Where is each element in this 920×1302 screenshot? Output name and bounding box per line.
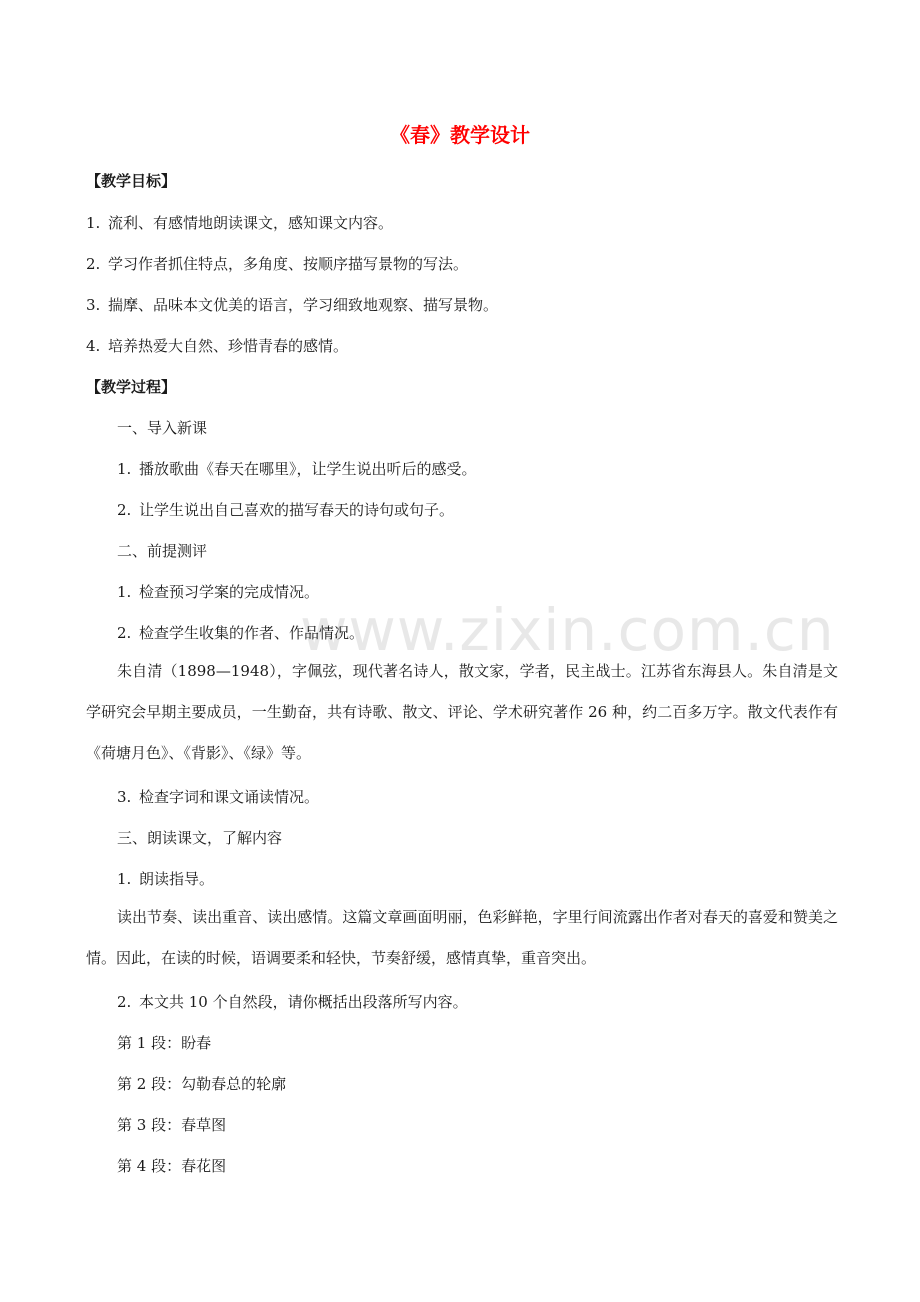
document-title: 《春》教学设计 <box>390 123 530 147</box>
paragraph-summary: 第 4 段：春花图 <box>117 1157 227 1175</box>
list-number: 2. <box>117 501 132 519</box>
author-paragraph: 朱自清（1898—1948），字佩弦，现代著名诗人，散文家，学者，民主战士。江苏省东海县人。朱自清是文学研究会早期主要成员，一生勤奋，共有诗歌、散文、评论、学术研究著作 26 种，约二百多万字。散文代表作有《荷塘月色》、《背影》、《绿》等。 <box>86 662 838 762</box>
paragraph-summary: 第 2 段：勾勒春总的轮廓 <box>117 1075 287 1093</box>
list-item <box>117 622 364 644</box>
paragraph-summary: 第 1 段：盼春 <box>117 1034 212 1052</box>
list-text: 检查预习学案的完成情况。 <box>139 583 320 601</box>
part-title: 三、朗读课文，了解内容 <box>117 829 283 847</box>
objective-item <box>86 253 468 275</box>
list-text: 让学生说出自己喜欢的描写春天的诗句或句子。 <box>139 501 455 519</box>
part-title: 一、导入新课 <box>117 419 208 437</box>
objective-number: 1. <box>86 214 101 232</box>
watermark: www.zixin.com.cn <box>300 596 835 664</box>
objective-item <box>86 294 498 316</box>
list-item <box>117 786 319 808</box>
list-item <box>117 458 477 480</box>
objective-text: 学习作者抓住特点，多角度、按顺序描写景物的写法。 <box>108 255 469 273</box>
list-number: 1. <box>117 460 132 478</box>
list-text: 本文共 10 个自然段，请你概括出段落所写内容。 <box>139 993 468 1011</box>
objective-text: 揣摩、品味本文优美的语言，学习细致地观察、描写景物。 <box>108 296 499 314</box>
list-number: 1. <box>117 870 132 888</box>
reading-guide-paragraph: 读出节奏、读出重音、读出感情。这篇文章画面明丽，色彩鲜艳，字里行间流露出作者对春天的喜爱和赞美之情。因此，在读的时候，语调要柔和轻快，节奏舒缓，感情真挚，重音突出。 <box>86 908 838 967</box>
list-item <box>117 991 468 1013</box>
objective-text: 培养热爱大自然、珍惜青春的感情。 <box>108 337 349 355</box>
objective-number: 4. <box>86 337 101 355</box>
objectives-heading: 【教学目标】 <box>86 172 177 190</box>
list-item <box>117 581 319 603</box>
list-number: 2. <box>117 624 132 642</box>
list-number: 2. <box>117 993 132 1011</box>
objective-text: 流利、有感情地朗读课文，感知课文内容。 <box>108 214 394 232</box>
part-title: 二、前提测评 <box>117 542 208 560</box>
list-text: 播放歌曲《春天在哪里》，让学生说出听后的感受。 <box>139 460 477 478</box>
objective-item <box>86 335 348 357</box>
list-text: 朗读指导。 <box>139 870 215 888</box>
paragraph-summary: 第 3 段：春草图 <box>117 1116 227 1134</box>
objective-item <box>86 212 393 234</box>
list-number: 1. <box>117 583 132 601</box>
objective-number: 3. <box>86 296 101 314</box>
list-text: 检查学生收集的作者、作品情况。 <box>139 624 365 642</box>
list-item <box>117 499 454 521</box>
process-heading: 【教学过程】 <box>86 378 177 396</box>
objective-number: 2. <box>86 255 101 273</box>
list-number: 3. <box>117 788 132 806</box>
list-text: 检查字词和课文诵读情况。 <box>139 788 320 806</box>
list-item <box>117 868 214 890</box>
